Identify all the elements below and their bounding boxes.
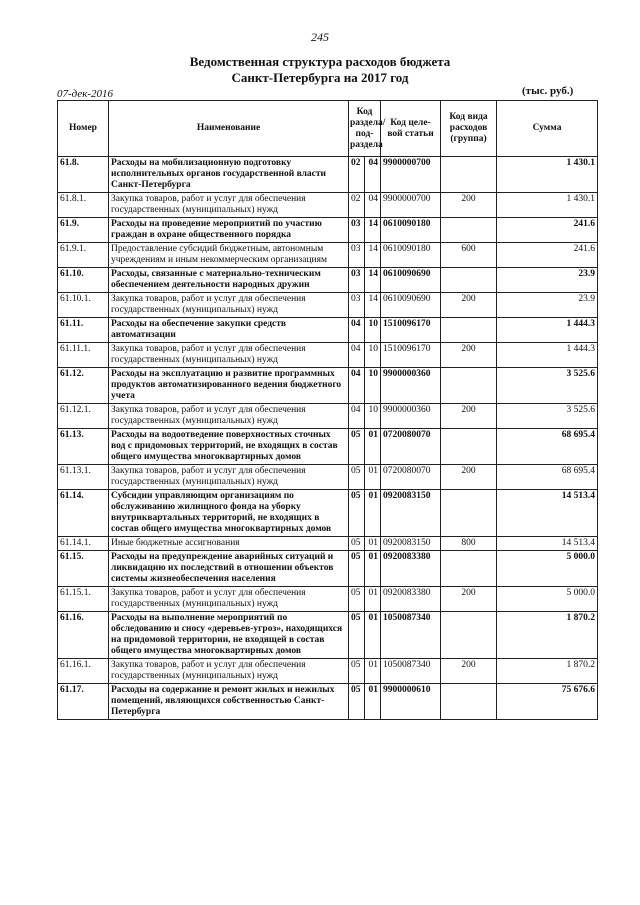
row-celevaya: 1050087340 [381, 659, 441, 684]
row-celevaya: 9900000700 [381, 193, 441, 218]
row-razdel: 05 [349, 537, 365, 551]
table-row [58, 551, 598, 587]
row-name: Закупка товаров, работ и услуг для обеспечения государственных (муниципальных) нужд [109, 659, 349, 684]
row-name: Закупка товаров, работ и услуг для обеспечения государственных (муниципальных) нужд [109, 404, 349, 429]
row-vid: 600 [441, 243, 497, 268]
row-razdel: 03 [349, 243, 365, 268]
row-razdel: 03 [349, 268, 365, 293]
row-sum: 68 695.4 [497, 429, 598, 465]
row-sum: 1 430.1 [497, 157, 598, 193]
row-sum: 3 525.6 [497, 404, 598, 429]
table-row [58, 587, 598, 612]
row-podrazdel: 01 [365, 659, 381, 684]
row-razdel: 04 [349, 318, 365, 343]
row-razdel: 05 [349, 465, 365, 490]
row-sum: 23.9 [497, 268, 598, 293]
header-name: Наименование [109, 101, 349, 157]
row-number: 61.10. [58, 268, 109, 293]
table-row [58, 293, 598, 318]
header-razdel: Код раздела/ под- раздела [349, 101, 381, 157]
row-vid [441, 429, 497, 465]
page-number: 245 [311, 30, 329, 44]
row-name: Закупка товаров, работ и услуг для обеспечения государственных (муниципальных) нужд [109, 343, 349, 368]
document-title [0, 54, 640, 86]
table-row [58, 193, 598, 218]
row-sum: 14 513.4 [497, 490, 598, 537]
document-date: 07-дек-2016 [57, 88, 114, 100]
table-row [58, 243, 598, 268]
row-sum: 1 870.2 [497, 659, 598, 684]
budget-table [57, 100, 598, 720]
table-row [58, 268, 598, 293]
row-podrazdel: 01 [365, 465, 381, 490]
row-celevaya: 0610090690 [381, 268, 441, 293]
table-row [58, 157, 598, 193]
row-podrazdel: 01 [365, 612, 381, 659]
row-number: 61.13. [58, 429, 109, 465]
row-celevaya: 9900000700 [381, 157, 441, 193]
row-celevaya: 0610090180 [381, 218, 441, 243]
row-vid [441, 490, 497, 537]
row-vid: 200 [441, 343, 497, 368]
row-name: Закупка товаров, работ и услуг для обеспечения государственных (муниципальных) нужд [109, 465, 349, 490]
row-number: 61.17. [58, 684, 109, 720]
row-podrazdel: 14 [365, 293, 381, 318]
row-number: 61.8.1. [58, 193, 109, 218]
row-sum: 23.9 [497, 293, 598, 318]
row-number: 61.10.1. [58, 293, 109, 318]
row-vid [441, 268, 497, 293]
title-line-1: Ведомственная структура расходов бюджета [189, 54, 451, 69]
title-line-2: Санкт-Петербурга на 2017 год [231, 70, 409, 85]
row-razdel: 05 [349, 429, 365, 465]
units-label: (тыс. руб.) [522, 85, 574, 97]
row-name: Субсидии управляющим организациям по обслуживанию жилищного фонда на уборку внутриквартальных территорий, не входящих в состав общего имущества многоквартирных домов [109, 490, 349, 537]
row-sum: 1 444.3 [497, 318, 598, 343]
row-razdel: 04 [349, 368, 365, 404]
row-celevaya: 9900000610 [381, 684, 441, 720]
row-razdel: 05 [349, 551, 365, 587]
header-celevaya: Код целе- вой статьи [381, 101, 441, 157]
row-razdel: 03 [349, 218, 365, 243]
row-name: Расходы на обеспечение закупки средств автоматизации [109, 318, 349, 343]
table-row [58, 343, 598, 368]
row-razdel: 02 [349, 193, 365, 218]
row-name: Расходы, связанные с материально-техническим обеспечением деятельности народных дружин [109, 268, 349, 293]
row-podrazdel: 01 [365, 587, 381, 612]
table-row [58, 490, 598, 537]
row-razdel: 05 [349, 659, 365, 684]
row-number: 61.12.1. [58, 404, 109, 429]
row-number: 61.12. [58, 368, 109, 404]
row-number: 61.11. [58, 318, 109, 343]
row-sum: 1 444.3 [497, 343, 598, 368]
row-razdel: 05 [349, 612, 365, 659]
row-celevaya: 0720080070 [381, 465, 441, 490]
row-vid: 200 [441, 404, 497, 429]
row-name: Расходы на водоотведение поверхностных сточных вод с придомовых территорий, не входящих в состав общего имущества многоквартирных домов [109, 429, 349, 465]
row-celevaya: 0720080070 [381, 429, 441, 465]
row-razdel: 02 [349, 157, 365, 193]
row-podrazdel: 10 [365, 343, 381, 368]
row-podrazdel: 04 [365, 157, 381, 193]
row-vid: 200 [441, 587, 497, 612]
row-celevaya: 0920083150 [381, 537, 441, 551]
row-sum: 5 000.0 [497, 551, 598, 587]
row-number: 61.15. [58, 551, 109, 587]
row-podrazdel: 01 [365, 429, 381, 465]
row-vid [441, 684, 497, 720]
row-vid: 200 [441, 659, 497, 684]
row-razdel: 05 [349, 587, 365, 612]
row-vid [441, 157, 497, 193]
row-sum: 75 676.6 [497, 684, 598, 720]
table-row [58, 404, 598, 429]
row-name: Расходы на мобилизационную подготовку исполнительных органов государственной власти Санкт-Петербурга [109, 157, 349, 193]
row-sum: 241.6 [497, 243, 598, 268]
row-celevaya: 0920083380 [381, 551, 441, 587]
row-name: Расходы на предупреждение аварийных ситуаций и ликвидацию их последствий в отношении объектов системы жизнеобеспечения населения [109, 551, 349, 587]
row-celevaya: 0610090180 [381, 243, 441, 268]
row-vid: 200 [441, 193, 497, 218]
row-celevaya: 0920083380 [381, 587, 441, 612]
table-row [58, 465, 598, 490]
row-vid: 200 [441, 293, 497, 318]
table-row [58, 318, 598, 343]
row-name: Иные бюджетные ассигнования [109, 537, 349, 551]
row-number: 61.16. [58, 612, 109, 659]
row-sum: 241.6 [497, 218, 598, 243]
table-body [58, 157, 598, 720]
row-number: 61.9. [58, 218, 109, 243]
row-sum: 5 000.0 [497, 587, 598, 612]
row-razdel: 04 [349, 404, 365, 429]
table-row [58, 612, 598, 659]
row-celevaya: 9900000360 [381, 404, 441, 429]
header-sum: Сумма [497, 101, 598, 157]
table-row [58, 537, 598, 551]
header-vid: Код вида расходов (группа) [441, 101, 497, 157]
row-number: 61.14.1. [58, 537, 109, 551]
row-number: 61.16.1. [58, 659, 109, 684]
row-vid [441, 368, 497, 404]
row-sum: 1 430.1 [497, 193, 598, 218]
row-sum: 68 695.4 [497, 465, 598, 490]
row-name: Расходы на содержание и ремонт жилых и нежилых помещений, являющихся собственностью Санкт-Петербурга [109, 684, 349, 720]
row-podrazdel: 10 [365, 404, 381, 429]
row-name: Закупка товаров, работ и услуг для обеспечения государственных (муниципальных) нужд [109, 293, 349, 318]
row-name: Закупка товаров, работ и услуг для обеспечения государственных (муниципальных) нужд [109, 193, 349, 218]
row-celevaya: 1050087340 [381, 612, 441, 659]
row-name: Расходы на эксплуатацию и развитие программных продуктов автоматизированного ведения бюджетного учета [109, 368, 349, 404]
table-row [58, 684, 598, 720]
row-podrazdel: 01 [365, 684, 381, 720]
row-vid: 200 [441, 465, 497, 490]
table-row [58, 659, 598, 684]
row-razdel: 05 [349, 684, 365, 720]
row-podrazdel: 14 [365, 268, 381, 293]
row-name: Предоставление субсидий бюджетным, автономным учреждениям и иным некоммерческим организациям [109, 243, 349, 268]
row-vid [441, 612, 497, 659]
table-row [58, 368, 598, 404]
header-number: Номер [58, 101, 109, 157]
row-razdel: 05 [349, 490, 365, 537]
row-name: Расходы на выполнение мероприятий по обследованию и сносу «деревьев-угроз», находящихся на придомовой территории, не входящей в состав общего имущества многоквартирных домов [109, 612, 349, 659]
row-podrazdel: 14 [365, 218, 381, 243]
row-razdel: 03 [349, 293, 365, 318]
row-sum: 14 513.4 [497, 537, 598, 551]
table-header-row [58, 101, 598, 157]
row-number: 61.8. [58, 157, 109, 193]
row-vid [441, 551, 497, 587]
row-vid: 800 [441, 537, 497, 551]
row-podrazdel: 10 [365, 368, 381, 404]
table-row [58, 429, 598, 465]
row-celevaya: 0920083150 [381, 490, 441, 537]
row-sum: 3 525.6 [497, 368, 598, 404]
row-celevaya: 1510096170 [381, 343, 441, 368]
row-celevaya: 9900000360 [381, 368, 441, 404]
row-number: 61.9.1. [58, 243, 109, 268]
row-podrazdel: 01 [365, 490, 381, 537]
table-row [58, 218, 598, 243]
row-number: 61.13.1. [58, 465, 109, 490]
row-number: 61.11.1. [58, 343, 109, 368]
row-podrazdel: 01 [365, 551, 381, 587]
row-podrazdel: 01 [365, 537, 381, 551]
row-sum: 1 870.2 [497, 612, 598, 659]
row-celevaya: 0610090690 [381, 293, 441, 318]
row-podrazdel: 04 [365, 193, 381, 218]
row-razdel: 04 [349, 343, 365, 368]
row-number: 61.14. [58, 490, 109, 537]
row-vid [441, 218, 497, 243]
row-name: Закупка товаров, работ и услуг для обеспечения государственных (муниципальных) нужд [109, 587, 349, 612]
row-number: 61.15.1. [58, 587, 109, 612]
row-vid [441, 318, 497, 343]
row-name: Расходы на проведение мероприятий по участию граждан в охране общественного порядка [109, 218, 349, 243]
row-podrazdel: 10 [365, 318, 381, 343]
row-podrazdel: 14 [365, 243, 381, 268]
row-celevaya: 1510096170 [381, 318, 441, 343]
